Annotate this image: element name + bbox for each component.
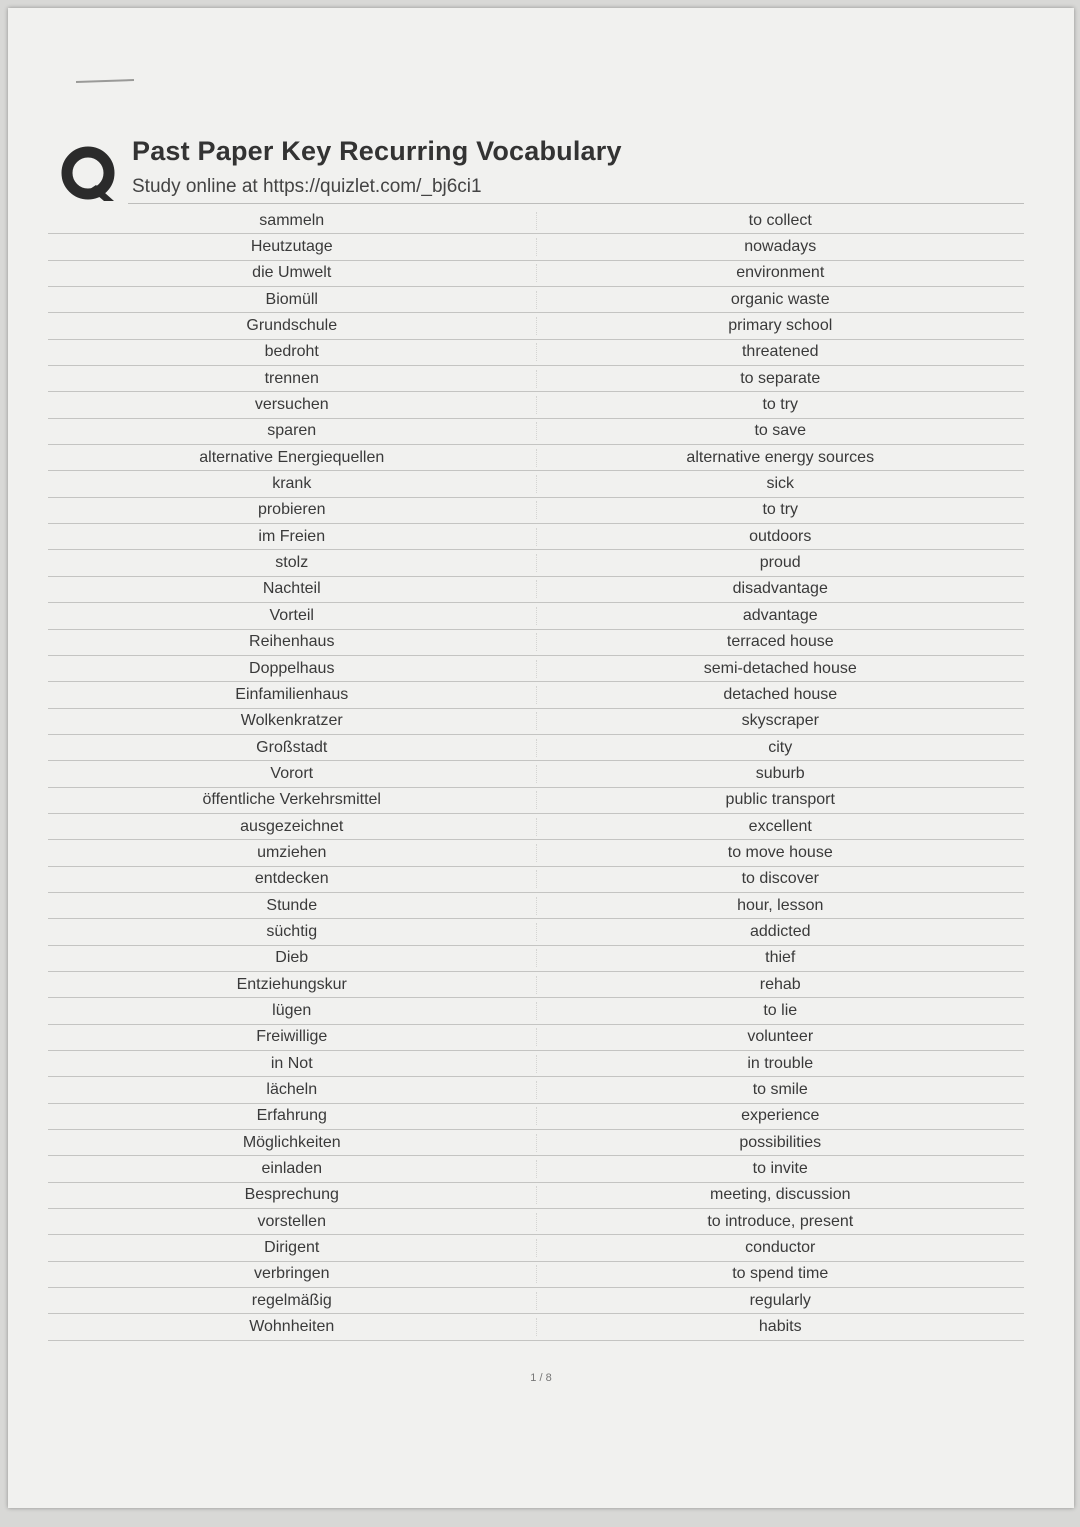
vocab-term: im Freien	[48, 528, 537, 546]
vocab-row	[48, 287, 1024, 313]
vocab-definition: possibilities	[739, 1133, 822, 1151]
vocab-definition: volunteer	[747, 1028, 814, 1046]
vocab-row	[48, 972, 1024, 998]
vocab-definition: meeting, discussion	[709, 1186, 851, 1204]
vocab-definition: to try	[762, 501, 799, 519]
vocab-row	[48, 682, 1024, 708]
vocab-row	[48, 656, 1024, 682]
vocab-term: die Umwelt	[48, 264, 537, 282]
vocab-row	[48, 550, 1024, 576]
vocab-row	[48, 1183, 1024, 1209]
vocab-definition: experience	[741, 1107, 820, 1125]
vocab-definition: rehab	[759, 975, 801, 993]
vocab-row	[48, 577, 1024, 603]
vocab-definition: to lie	[763, 1001, 798, 1019]
page-number: 1 / 8	[530, 1372, 552, 1384]
vocab-definition: conductor	[745, 1239, 816, 1257]
vocab-row	[48, 630, 1024, 656]
vocab-row	[48, 919, 1024, 945]
vocab-definition: to invite	[752, 1160, 808, 1178]
vocab-definition: outdoors	[749, 527, 812, 545]
vocab-row	[48, 1156, 1024, 1182]
header-divider	[128, 203, 1024, 204]
vocab-term: Erfahrung	[48, 1107, 537, 1125]
vocab-row	[48, 208, 1024, 234]
vocab-definition: thief	[765, 949, 796, 967]
vocab-row	[48, 445, 1024, 471]
vocab-row	[48, 1209, 1024, 1235]
vocab-row	[48, 893, 1024, 919]
vocab-term: ausgezeichnet	[48, 818, 537, 836]
vocab-row	[48, 524, 1024, 550]
vocab-definition: suburb	[755, 764, 805, 782]
vocab-row	[48, 498, 1024, 524]
vocab-definition: city	[768, 738, 793, 756]
study-link: Study online at https://quizlet.com/_bj6ci1	[132, 176, 482, 197]
vocab-row	[48, 340, 1024, 366]
vocab-term: lügen	[48, 1002, 537, 1020]
vocab-term: alternative Energiequellen	[48, 449, 537, 467]
vocab-row	[48, 1077, 1024, 1103]
vocab-term: Heutzutage	[48, 238, 537, 256]
vocab-row	[48, 471, 1024, 497]
vocab-row	[48, 1288, 1024, 1314]
scan-mark	[76, 79, 134, 83]
vocab-term: Dieb	[48, 949, 537, 967]
vocab-definition: to introduce, present	[707, 1212, 854, 1230]
vocab-definition: to collect	[748, 211, 812, 229]
vocab-definition: threatened	[741, 343, 819, 361]
vocab-term: Doppelhaus	[48, 660, 537, 678]
vocab-term: regelmäßig	[48, 1292, 537, 1310]
vocab-definition: semi-detached house	[703, 659, 857, 677]
vocab-definition: to move house	[727, 843, 833, 861]
vocab-row	[48, 1130, 1024, 1156]
vocab-definition: hour, lesson	[737, 896, 824, 914]
vocab-definition: to discover	[741, 870, 819, 888]
vocab-term: sparen	[48, 422, 537, 440]
vocab-term: Wolkenkratzer	[48, 712, 537, 730]
vocab-term: verbringen	[48, 1265, 537, 1283]
vocab-definition: public transport	[725, 791, 835, 809]
vocab-row	[48, 1025, 1024, 1051]
vocab-row	[48, 234, 1024, 260]
vocab-row	[48, 840, 1024, 866]
vocab-term: Freiwillige	[48, 1028, 537, 1046]
vocab-definition: to spend time	[732, 1265, 829, 1283]
vocab-row	[48, 867, 1024, 893]
vocab-definition: to separate	[740, 369, 821, 387]
vocab-term: Wohnheiten	[48, 1318, 537, 1336]
vocab-term: trennen	[48, 370, 537, 388]
vocab-term: Biomüll	[48, 291, 537, 309]
vocab-term: probieren	[48, 501, 537, 519]
vocab-row	[48, 1104, 1024, 1130]
vocab-row	[48, 261, 1024, 287]
vocab-definition: nowadays	[744, 238, 817, 256]
vocab-row	[48, 1314, 1024, 1340]
quizlet-q-logo-icon	[60, 145, 120, 203]
vocab-row	[48, 603, 1024, 629]
vocab-row	[48, 1235, 1024, 1261]
vocab-definition: to smile	[752, 1081, 808, 1099]
vocab-term: Stunde	[48, 897, 537, 915]
vocab-term: vorstellen	[48, 1213, 537, 1231]
vocabulary-table	[48, 208, 1024, 1341]
vocab-definition: to save	[754, 422, 807, 440]
vocab-definition: skyscraper	[741, 712, 819, 730]
vocab-term: Entziehungskur	[48, 976, 537, 994]
vocab-row	[48, 946, 1024, 972]
vocab-row	[48, 709, 1024, 735]
vocab-term: Vorort	[48, 765, 537, 783]
vocab-row	[48, 788, 1024, 814]
vocab-definition: disadvantage	[732, 580, 828, 598]
vocab-definition: excellent	[748, 817, 812, 835]
vocab-row	[48, 761, 1024, 787]
vocab-term: krank	[48, 475, 537, 493]
vocab-term: einladen	[48, 1160, 537, 1178]
vocab-row	[48, 419, 1024, 445]
vocab-term: sammeln	[48, 212, 537, 230]
vocab-row	[48, 814, 1024, 840]
vocab-definition: primary school	[728, 317, 833, 335]
vocab-term: Möglichkeiten	[48, 1134, 537, 1152]
document-page	[8, 8, 1074, 1508]
vocab-row	[48, 366, 1024, 392]
vocab-definition: terraced house	[726, 633, 834, 651]
vocab-definition: regularly	[749, 1291, 811, 1309]
vocab-row	[48, 313, 1024, 339]
vocab-row	[48, 998, 1024, 1024]
vocab-row	[48, 392, 1024, 418]
vocab-definition: proud	[759, 554, 801, 572]
vocab-definition: environment	[736, 264, 825, 282]
vocab-term: Reihenhaus	[48, 633, 537, 651]
vocab-row	[48, 735, 1024, 761]
vocab-term: süchtig	[48, 923, 537, 941]
vocab-definition: addicted	[750, 922, 811, 940]
vocab-term: Nachteil	[48, 580, 537, 598]
vocab-term: versuchen	[48, 396, 537, 414]
vocab-definition: habits	[758, 1318, 802, 1336]
vocab-row	[48, 1051, 1024, 1077]
vocab-definition: in trouble	[747, 1054, 814, 1072]
vocab-term: entdecken	[48, 870, 537, 888]
page-title: Past Paper Key Recurring Vocabulary	[132, 136, 622, 166]
vocab-term: Vorteil	[48, 607, 537, 625]
vocab-definition: detached house	[723, 685, 838, 703]
vocab-term: stolz	[48, 554, 537, 572]
vocab-term: Besprechung	[48, 1186, 537, 1204]
vocab-term: Großstadt	[48, 739, 537, 757]
vocab-definition: advantage	[742, 606, 818, 624]
vocab-term: umziehen	[48, 844, 537, 862]
vocab-term: lächeln	[48, 1081, 537, 1099]
vocab-definition: organic waste	[730, 290, 830, 308]
vocab-term: öffentliche Verkehrsmittel	[48, 791, 537, 809]
vocab-definition: to try	[762, 396, 799, 414]
vocab-term: bedroht	[48, 343, 537, 361]
vocab-term: Dirigent	[48, 1239, 537, 1257]
vocab-definition: alternative energy sources	[686, 448, 875, 466]
vocab-term: in Not	[48, 1055, 537, 1073]
vocab-row	[48, 1262, 1024, 1288]
vocab-term: Einfamilienhaus	[48, 686, 537, 704]
vocab-term: Grundschule	[48, 317, 537, 335]
vocab-definition: sick	[766, 475, 795, 493]
